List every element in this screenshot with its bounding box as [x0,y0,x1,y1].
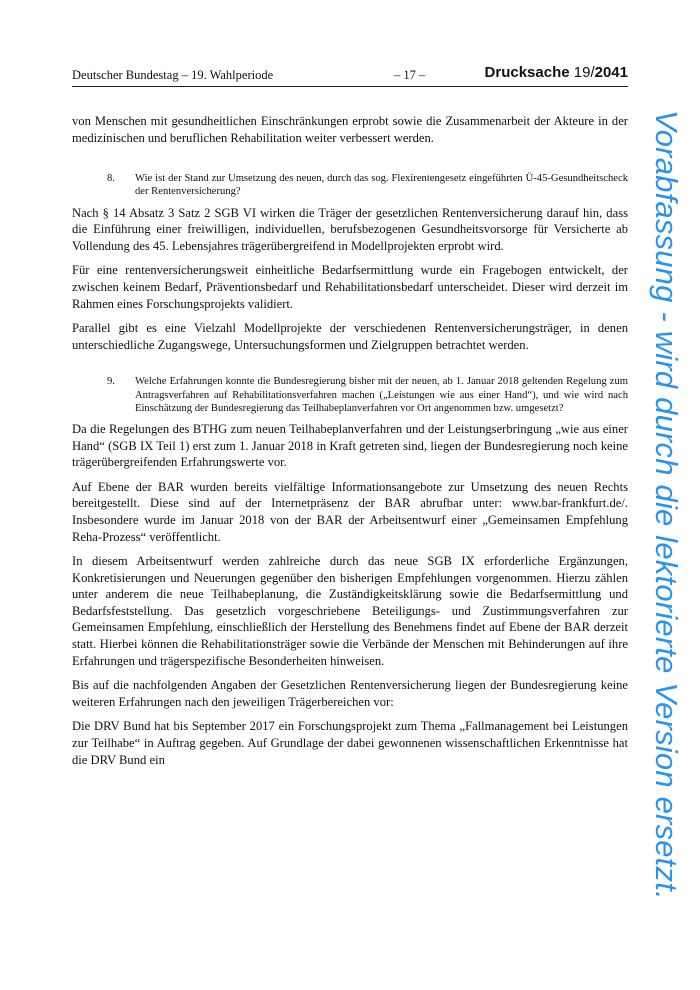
paragraph: von Menschen mit gesundheitlichen Einschränkungen erprobt sowie die Zusammenarbeit der Akteure in der medizinischen und beruflichen Rehabilitation weiter verbessert werden. [72,114,628,145]
question-8 [72,172,628,198]
paragraph: Da die Regelungen des BTHG zum neuen Teilhabeplanverfahren und der Leistungserbringung „wie aus einer Hand“ (SGB IX Teil 1) erst zum 1. Januar 2018 in Kraft getreten sind, liegen der Bundesregierung noch keine trägerübergreifenden Erfahrungswerte vor. [72,421,628,470]
paragraph: Auf Ebene der BAR wurden bereits vielfältige Informationsangebote zur Umsetzung des neuen Rechts bereitgestellt. Diese sind auf der Internetpräsenz der BAR abrufbar unter: www.bar-frankfurt.de/. Insbesondere wurde im Januar 2018 von der BAR der Arbeitsentwurf einer „Gemeinsamen Empfehlung Reha-Prozess“ veröffentlicht. [72,479,628,544]
draft-watermark [644,110,684,910]
document-number-prefix: 19/ [569,64,595,81]
question-number: 8. [107,173,115,185]
question-text: Welche Erfahrungen konnte die Bundesregierung bisher mit der neuen, ab 1. Januar 2018 geltenden Regelung zum Antragsverfahren auf Rehabilitationsverfahren machen („Leistungen wie aus einer Hand“), und wie wird nach Einschätzung der Bundesregierung das Teilhabeplanverfahren vor Ort angenommen bzw. umgesetzt? [135,376,628,414]
watermark-text: Vorabfassung - wird durch die lektorierte Version ersetzt. [649,110,684,900]
header-publication: Deutscher Bundestag – 19. Wahlperiode [72,68,274,82]
page-header [72,66,628,87]
paragraph: Die DRV Bund hat bis September 2017 ein Forschungsprojekt zum Thema „Fallmanagement bei Leistungen zur Teilhabe“ in Auftrag gegeben. Auf Grundlage der dabei gewonnenen wissenschaftlichen Erkenntnisse hat die DRV Bund ein [72,719,628,767]
question-number: 9. [107,376,115,388]
document-number [485,64,628,81]
paragraph: Nach § 14 Absatz 3 Satz 2 SGB VI wirken die Träger der gesetzlichen Rentenversicherung darauf hin, dass die Einführung einer freiwilligen, individuellen, berufsbezogenen Gesundheitsvorsorge für Versicherte ab Vollendung des 45. Lebensjahres trägerübergreifend in Modellprojekten erprobt wird. [72,205,628,253]
page-number: – 17 – [394,68,426,82]
paragraph: Parallel gibt es eine Vielzahl Modellprojekte der verschiedenen Rentenversicherungsträger, in denen unterschiedliche Zugangswege, Untersuchungsformen und Zielgruppen betrachtet werden. [72,321,628,352]
question-9 [72,375,628,415]
question-text: Wie ist der Stand zur Umsetzung des neuen, durch das sog. Flexirentengesetz eingeführten Ü-45-Gesundheitscheck der Rentenversicherung? [135,173,628,198]
document-number-label: Drucksache [484,64,570,81]
paragraph: Bis auf die nachfolgenden Angaben der Gesetzlichen Rentenversicherung liegen der Bundesregierung keine weiteren Erfahrungen nach den jeweiligen Trägerbereichen vor: [72,678,628,709]
document-number-value: 2041 [594,64,628,81]
document-body [72,113,628,776]
paragraph: In diesem Arbeitsentwurf werden zahlreiche durch das neue SGB IX erforderliche Ergänzungen, Konkretisierungen und Neuerungen gegenüber den bisherigen Empfehlungen vorgenommen. Hierzu zählen unter anderem die neue Teilhabeplanung, die Zuständigkeitsklärung sowie die Bedarfsermittlung und Bedarfsfeststellung. Das gesetzlich vorgeschriebene Beteiligungs- und Zustimmungsverfahren zur Gemeinsamen Empfehlung, einschließlich der Herstellung des Benehmens findet auf Ebene der BAR derzeit statt. Hierbei können die Rehabilitationsträger sowie die Verbände der Menschen mit Behinderungen auf ihre Erfahrungen und trägerspezifische Besonderheiten hinweisen. [72,554,628,668]
paragraph: Für eine rentenversicherungsweit einheitliche Bedarfsermittlung wurde ein Fragebogen entwickelt, der zwischen keinem Bedarf, Präventionsbedarf und Rehabilitationsbedarf unterscheidet. Dieser wird derzeit im Rahmen eines Forschungsprojekts validiert. [72,263,628,311]
